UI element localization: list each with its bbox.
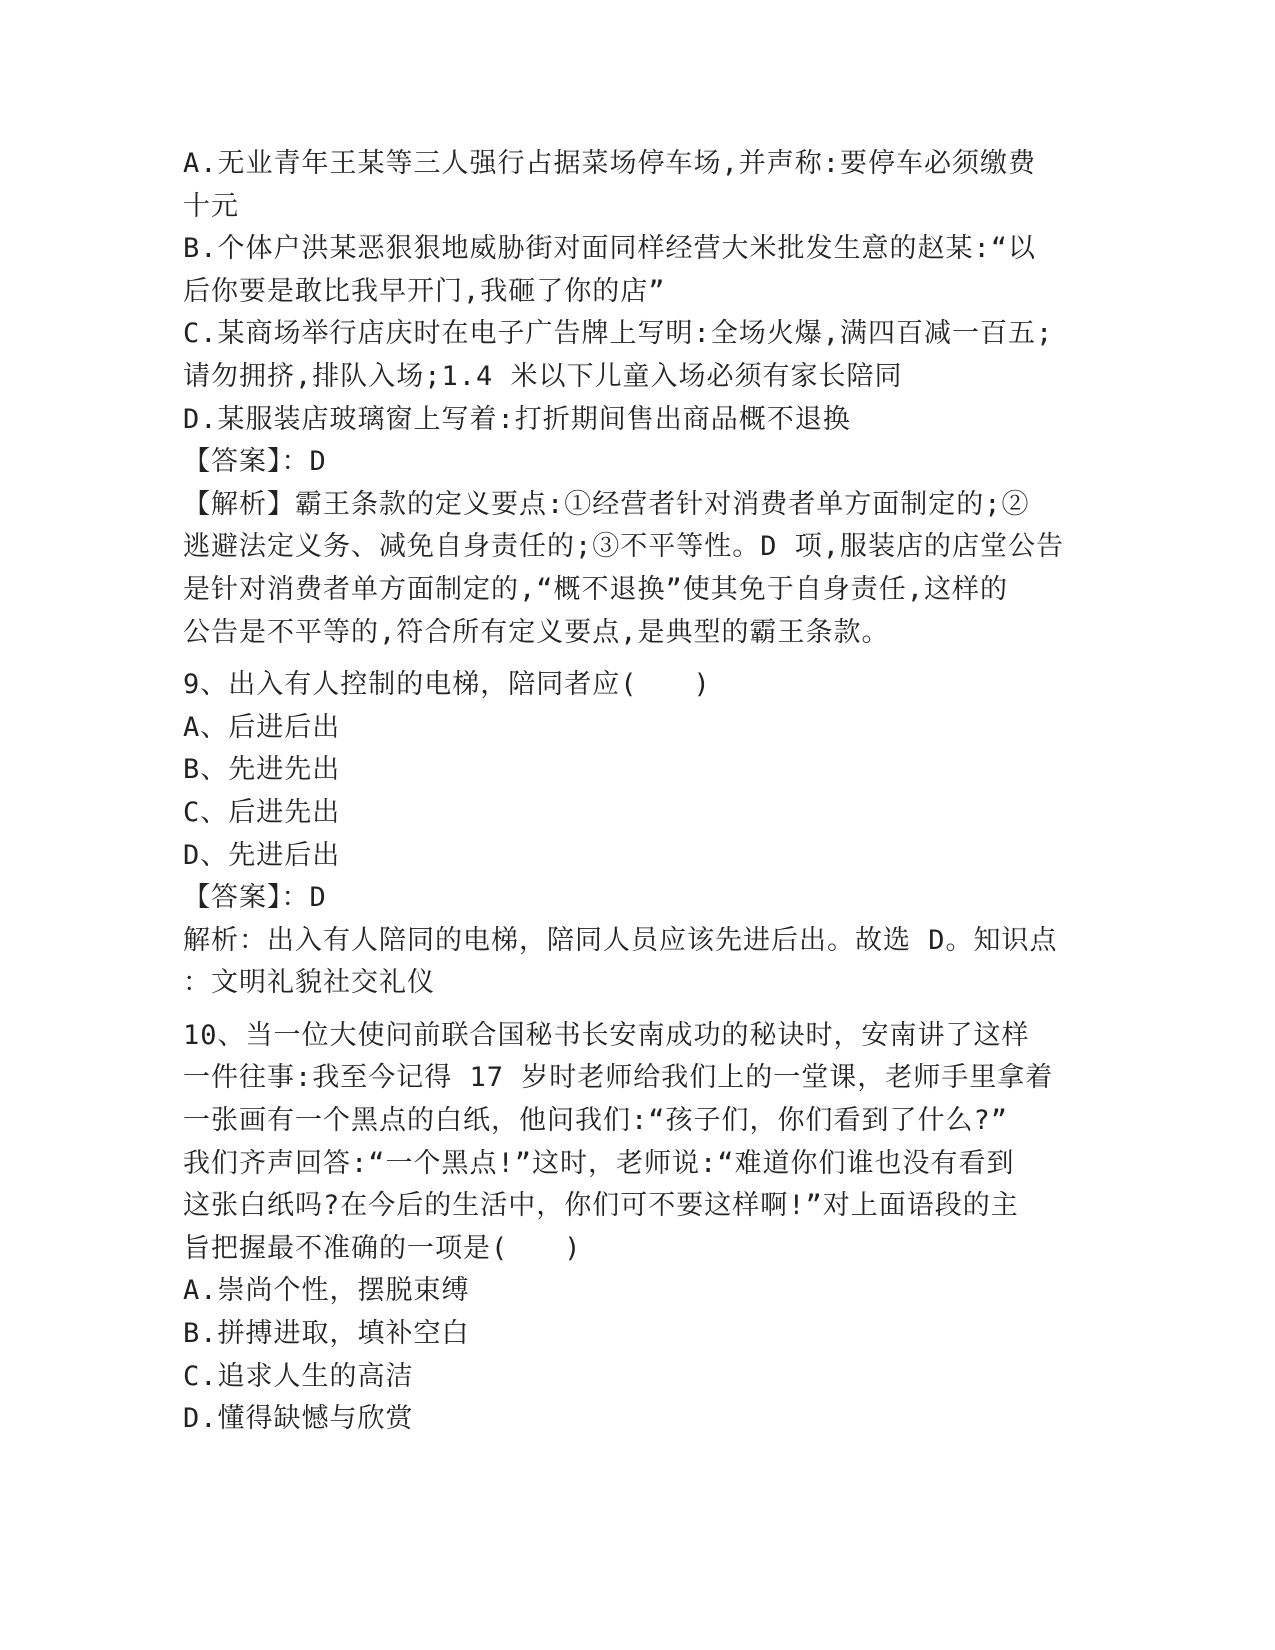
q8-explanation: [183, 484, 1083, 654]
q9-option-d: D、先进后出: [183, 839, 341, 871]
document-page: [183, 143, 1083, 1441]
text-line: 10、当一位大使问前联合国秘书长安南成功的秘诀时，安南讲了这样: [183, 1019, 1030, 1051]
q10-option-a: A.崇尚个性，摆脱束缚: [183, 1275, 470, 1307]
q9-option-b: B、先进先出: [183, 754, 341, 786]
q9-option-a: A、后进后出: [183, 711, 341, 743]
section-gap: [183, 1005, 1083, 1015]
text-line: 旨把握最不准确的一项是( ): [183, 1232, 582, 1264]
text-line: 十元: [183, 190, 239, 222]
section-gap: [183, 654, 1083, 664]
q8-option-b: [183, 228, 1083, 313]
q9-answer: 【答案】：D: [183, 882, 327, 914]
text-line: 是针对消费者单方面制定的,“概不退换”使其免于自身责任,这样的: [183, 573, 1009, 605]
q8-option-c: [183, 313, 1083, 398]
text-line: 后你要是敢比我早开门,我砸了你的店”: [183, 275, 666, 307]
text-line: 这张白纸吗?在今后的生活中，你们可不要这样啊!”对上面语段的主: [183, 1190, 1019, 1222]
text-line: ：文明礼貌社交礼仪: [183, 967, 435, 999]
text-line: B.个体户洪某恶狠狠地威胁街对面同样经营大米批发生意的赵某:“以: [183, 233, 1037, 265]
q10-option-d: D.懂得缺憾与欣赏: [183, 1403, 414, 1435]
text-line: C.某商场举行店庆时在电子广告牌上写明:全场火爆,满四百减一百五;: [183, 318, 1054, 350]
q8-answer: 【答案】：D: [183, 446, 327, 478]
text-line: D.某服装店玻璃窗上写着:打折期间售出商品概不退换: [183, 403, 851, 435]
q10-option-c: C.追求人生的高洁: [183, 1360, 414, 1392]
q8-option-d: [183, 399, 1083, 442]
text-line: 逃避法定义务、减免自身责任的;③不平等性。D 项,服装店的店堂公告: [183, 531, 1065, 563]
q9-explanation: [183, 920, 1083, 1005]
text-line: 解析：出入有人陪同的电梯，陪同人员应该先进后出。故选 D。知识点: [183, 924, 1058, 956]
q10-question: [183, 1015, 1083, 1271]
q8-option-a: [183, 143, 1083, 228]
text-line: A.无业青年王某等三人强行占据菜场停车场,并声称:要停车必须缴费: [183, 148, 1037, 179]
text-line: 一件往事:我至今记得 17 岁时老师给我们上的一堂课，老师手里拿着: [183, 1062, 1054, 1094]
text-line: 请勿拥挤,排队入场;1.4 米以下儿童入场必须有家长陪同: [183, 360, 903, 392]
text-line: 一张画有一个黑点的白纸，他问我们:“孩子们，你们看到了什么?”: [183, 1105, 1009, 1137]
q10-option-b: B.拼搏进取，填补空白: [183, 1318, 470, 1350]
q9-option-c: C、后进先出: [183, 796, 341, 828]
text-line: 我们齐声回答:“一个黑点!”这时，老师说:“难道你们谁也没有看到: [183, 1147, 1015, 1179]
text-line: 公告是不平等的,符合所有定义要点,是典型的霸王条款。: [183, 616, 890, 648]
text-line: 【解析】霸王条款的定义要点:①经营者针对消费者单方面制定的;②: [183, 488, 1030, 520]
q9-question: 9、出入有人控制的电梯，陪同者应( ): [183, 669, 711, 701]
